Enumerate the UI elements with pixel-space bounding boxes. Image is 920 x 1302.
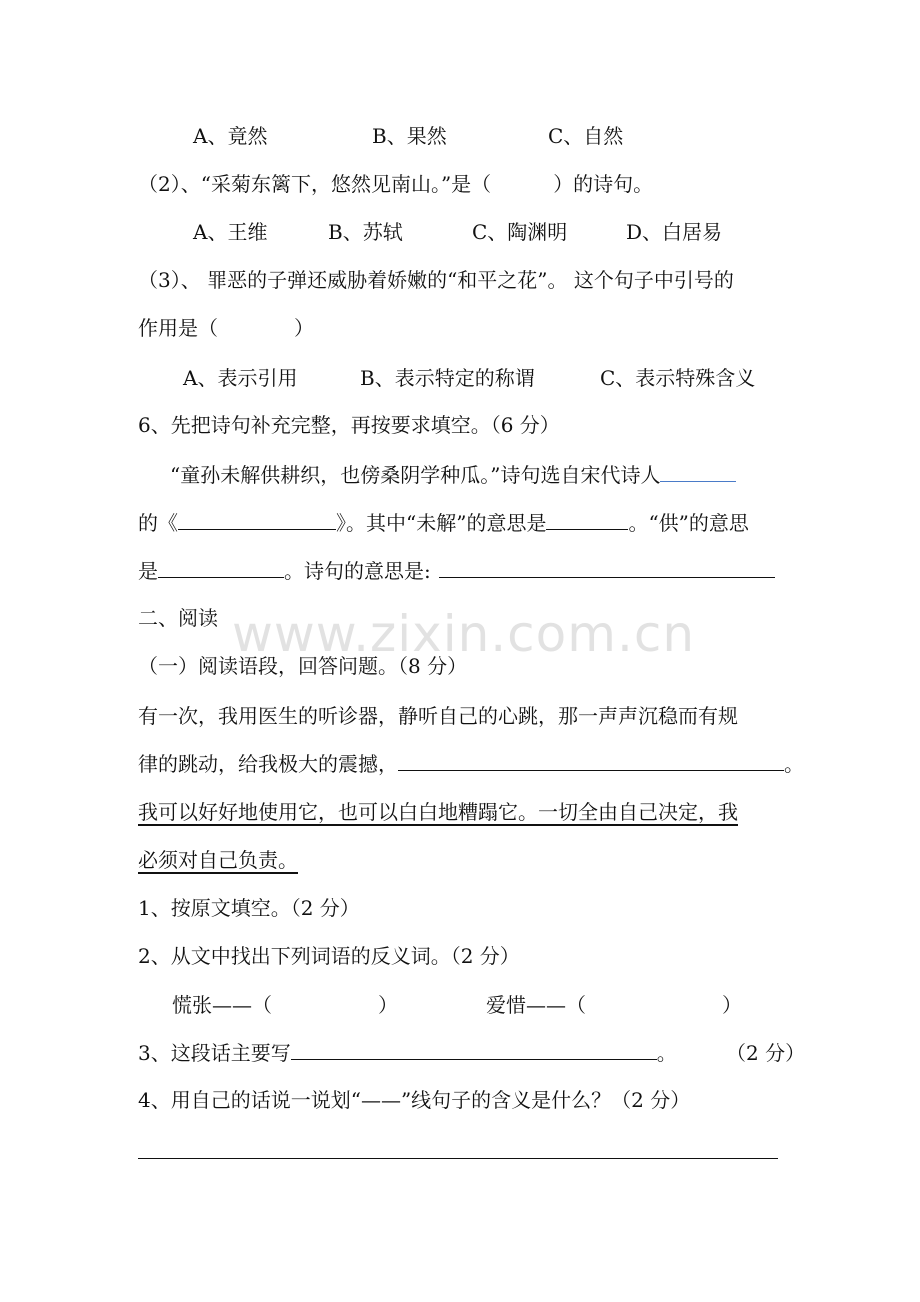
poem-title-blank[interactable] bbox=[178, 511, 336, 530]
passage-blank[interactable] bbox=[398, 752, 784, 771]
question-2: 2、从文中找出下列词语的反义词。（2 分） bbox=[138, 944, 520, 968]
passage-line2-text: 律的跳动，给我极大的震撼， bbox=[138, 752, 398, 776]
main-idea-blank[interactable] bbox=[291, 1041, 657, 1060]
q6-line2-b: 》。其中“未解”的意思是 bbox=[336, 511, 547, 535]
question-3-score: （2 分） bbox=[726, 1041, 806, 1065]
q2-antonym-b: 爱惜——（ bbox=[486, 993, 586, 1017]
section-title: 二、阅读 bbox=[138, 606, 218, 630]
q3-option-c: C、表示特殊含义 bbox=[600, 366, 756, 390]
q6-line2-a: 的《 bbox=[138, 511, 178, 535]
q6-line2-c: 。“供”的意思 bbox=[628, 511, 749, 535]
passage-line4-underlined: 必须对自己负责。 bbox=[138, 848, 298, 872]
q6-line3 bbox=[138, 559, 775, 583]
question-4: 4、用自己的话说一说划“——”线句子的含义是什么？（2 分） bbox=[138, 1088, 691, 1112]
q6-line1 bbox=[170, 463, 736, 487]
q6-line3-b: 。诗句的意思是: bbox=[284, 559, 431, 583]
weijie-meaning-blank[interactable] bbox=[546, 511, 628, 530]
q2-option-d: D、白居易 bbox=[626, 220, 723, 244]
q3-cont-b: ） bbox=[294, 316, 314, 340]
passage-line3-underlined: 我可以好好地使用它，也可以白白地糟蹋它。一切全由自己决定，我 bbox=[138, 800, 738, 824]
q1-option-c: C、自然 bbox=[548, 124, 624, 148]
section-subtitle: （一）阅读语段，回答问题。（8 分） bbox=[138, 654, 468, 678]
q6-line3-a: 是 bbox=[138, 559, 158, 583]
q6-line2 bbox=[138, 511, 749, 535]
q2-option-a: A、王维 bbox=[193, 220, 268, 244]
q2-stem-a: （2）、“采菊东篱下，悠然见南山。”是（ bbox=[138, 172, 492, 196]
gong-meaning-blank[interactable] bbox=[158, 559, 284, 578]
passage-line2-end: 。 bbox=[784, 752, 804, 776]
q2-stem bbox=[138, 172, 653, 196]
question-3-end: 。 bbox=[656, 1041, 677, 1065]
q3-option-a: A、表示引用 bbox=[183, 366, 298, 390]
question-1: 1、按原文填空。（2 分） bbox=[138, 896, 360, 920]
answer-line[interactable] bbox=[138, 1158, 778, 1159]
q2-option-c: C、陶渊明 bbox=[472, 220, 568, 244]
q2-option-b: B、苏轼 bbox=[328, 220, 403, 244]
passage-line1: 有一次，我用医生的听诊器，静听自己的心跳，那一声声沉稳而有规 bbox=[138, 704, 738, 728]
poem-meaning-blank[interactable] bbox=[439, 559, 775, 578]
q3-option-b: B、表示特定的称谓 bbox=[360, 366, 535, 390]
q1-option-a: A、竟然 bbox=[193, 124, 268, 148]
passage-line2 bbox=[138, 752, 804, 776]
q6-line1-text: “童孙未解供耕织，也傍桑阴学种瓜。”诗句选自宋代诗人 bbox=[170, 463, 661, 487]
question-3 bbox=[138, 1041, 677, 1065]
question-3-text: 3、这段话主要写 bbox=[138, 1041, 291, 1065]
q3-cont bbox=[138, 316, 314, 340]
poet-blank[interactable] bbox=[660, 463, 736, 482]
q3-cont-a: 作用是（ bbox=[138, 316, 218, 340]
q2-stem-b: ）的诗句。 bbox=[553, 172, 654, 196]
q6-title: 6、先把诗句补充完整，再按要求填空。（6 分） bbox=[138, 413, 560, 437]
q2-antonym-a-close: ） bbox=[378, 993, 398, 1017]
q3-stem: （3）、 罪恶的子弹还威胁着娇嫩的“和平之花”。 这个句子中引号的 bbox=[138, 268, 734, 292]
watermark: www.zixin.com.cn bbox=[232, 605, 696, 663]
q1-option-b: B、果然 bbox=[372, 124, 447, 148]
q2-antonym-a: 慌张——（ bbox=[172, 993, 272, 1017]
q2-antonym-b-close: ） bbox=[722, 993, 742, 1017]
